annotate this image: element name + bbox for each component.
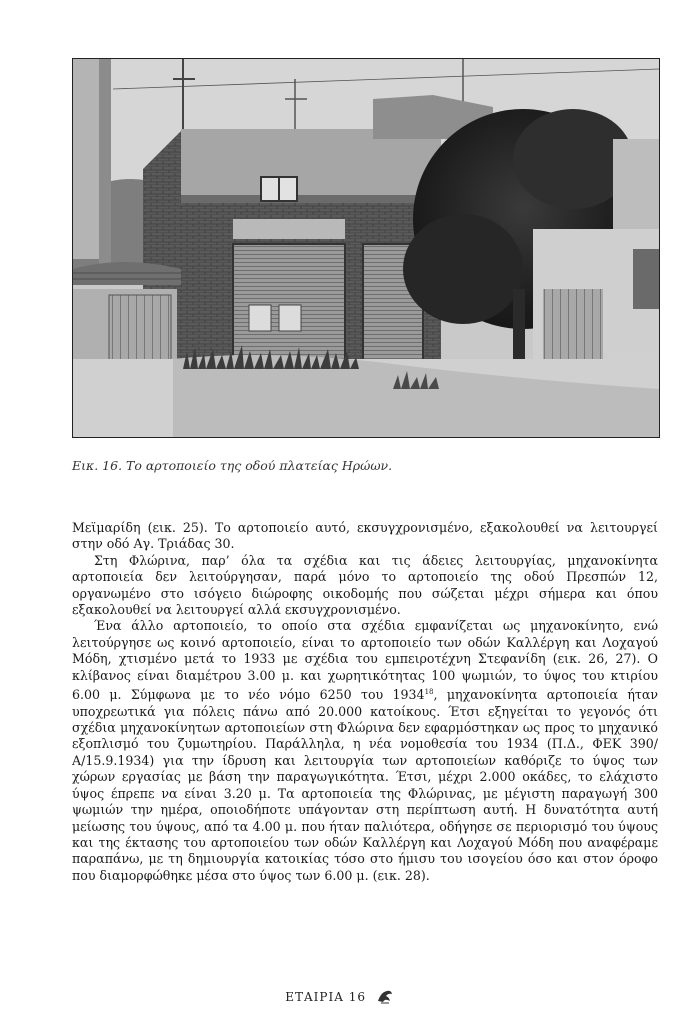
page-number: 16	[348, 990, 366, 1004]
paragraph-3-part-1: Ένα άλλο αρτοποιείο, το οποίο στα σχέδια εμφανίζεται ως μηχανοκίνητο, ενώ λειτούργησε ως κοινό αρτοποιείο, είναι το αρτοποιείο των οδών Καλλέργη και Λοχαγού Μόδη, χτισμένο μετά το 1933 με σχέδια του εμπειροτέχνη Στεφανίδη (εικ. 26, 27). Ο κλίβανος είναι διαμέτρου 3.00 μ. και χωρητικότητας 100 ψωμιών, το ύψος του κτιρίου 6.00 μ. Σύμφωνα με το νέο νόμο 6250 του 1934	[72, 618, 658, 703]
figure-caption: Εικ. 16. Το αρτοποιείο της οδού πλατείας Ηρώων.	[72, 458, 393, 473]
footnote-ref: 18	[424, 688, 434, 697]
paragraph-2: Στη Φλώρινα, παρ’ όλα τα σχέδια και τις άδειες λειτουργίας, μηχανοκίνητα αρτοποιεία δεν λειτούργησαν, παρά μόνο το αρτοποιείο της οδού Πρεσπών 12, οργανωμένο στο ισόγειο διώροφης οικοδομής που σώζεται μέχρι σήμερα και όπου εξακολουθεί να λειτουργεί αλλά εκσυγχρονισμένο.	[72, 552, 658, 618]
article-body	[72, 520, 658, 884]
figure-photo	[72, 58, 660, 438]
footer-label: ΕΤΑΙΡΙΑ	[285, 990, 344, 1004]
paragraph-3	[72, 618, 658, 884]
society-logo-icon	[375, 986, 395, 1009]
paragraph-3-part-2: , μηχανοκίνητα αρτοποιεία ήταν υποχρεωτικά για πόλεις πάνω από 20.000 κατοίκους. Έτσι εξηγείται το γεγονός ότι σχέδια μηχανοκίνητων αρτοποιείων στη Φλώρινα δεν εφαρμόστηκαν ως προς το μηχανικό εξοπλισμό του ζυμωτηρίου. Παράλληλα, η νέα νομοθεσία του 1934 (Π.Δ., ΦΕΚ 390/Α/15.9.1934) για την ίδρυση και λειτουργία των αρτοποιείων καθόριζε το ύψος των χώρων εργασίας με βάση την παραγωγικότητα. Έτσι, μέχρι 2.000 οκάδες, το ελάχιστο ύψος έπρεπε να είναι 3.20 μ. Τα αρτοποιεία της Φλώρινας, με μέγιστη παραγωγή 300 ψωμιών την ημέρα, οποιοδήποτε υπάγονταν στη περίπτωση αυτή. Η δυνατότητα αυτή μείωσης του ύψους, από τα 4.00 μ. που ήταν παλιότερα, οδήγησε σε περιορισμό του ύψους και της έκτασης του αρτοποιείου των οδών Καλλέργη και Λοχαγού Μόδη που αναφέραμε παραπάνω, με τη δημιουργία κατοικίας τόσο στο ήμισυ του ισογείου όσο και στον όροφο που διαμορφώθηκε μέσα στο ύψος των 6.00 μ. (εικ. 28).	[72, 687, 658, 883]
paragraph-1: Μεϊμαρίδη (εικ. 25). Το αρτοποιείο αυτό, εκσυγχρονισμένο, εξακολουθεί να λειτουργεί στην οδό Αγ. Τριάδας 30.	[72, 520, 658, 552]
bakery-building-photo	[73, 59, 659, 437]
page-footer	[0, 986, 680, 1009]
